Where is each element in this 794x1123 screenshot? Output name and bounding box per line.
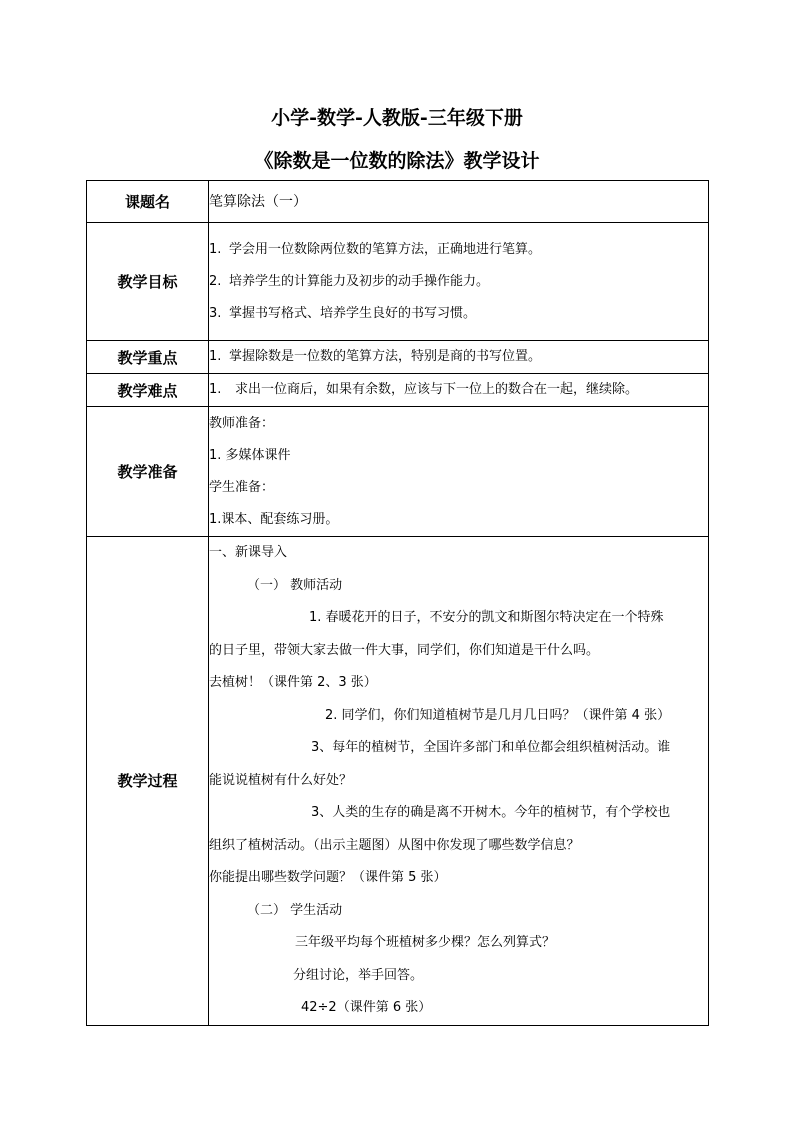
student-activity-line: 分组讨论，举手回答。	[293, 967, 424, 983]
label-difficulty: 教学难点	[87, 374, 209, 407]
student-activity-line: 42÷2（课件第 6 张）	[301, 1000, 432, 1015]
section-heading: 一、新课导入	[209, 545, 288, 560]
goal-text: 学会用一位数除两位数的笔算方法，正确地进行笔算。	[229, 241, 542, 257]
teacher-prep-item: 1. 多媒体课件	[209, 447, 291, 463]
goal-text: 培养学生的计算能力及初步的动手操作能力。	[229, 273, 490, 289]
value-topic	[209, 181, 709, 223]
goal-item	[209, 234, 708, 266]
label-process: 教学过程	[87, 537, 209, 1026]
row-difficulty	[87, 374, 709, 407]
label-goals: 教学目标	[87, 223, 209, 341]
process-paragraph: 你能提出哪些数学问题？（课件第 5 张）	[209, 870, 447, 885]
process-paragraph: 去植树！（课件第 2、3 张）	[209, 675, 377, 690]
document-title-line2: 《除数是一位数的除法》教学设计	[254, 150, 540, 172]
goal-item	[209, 266, 708, 298]
goal-num: 2.	[209, 273, 222, 289]
row-key-point	[87, 341, 709, 374]
value-key-point	[209, 341, 709, 374]
subsection-heading: （二） 学生活动	[247, 902, 343, 918]
topic-text: 笔算除法（一）	[209, 193, 307, 210]
process-paragraph: 组织了植树活动。（出示主题图）从图中你发现了哪些数学信息？	[209, 837, 580, 853]
goal-num: 1.	[209, 241, 222, 257]
teacher-prep-heading: 教师准备：	[209, 415, 275, 431]
key-point-num: 1.	[209, 349, 222, 364]
row-goals	[87, 223, 709, 341]
row-process	[87, 537, 709, 1026]
key-point-item	[209, 341, 708, 373]
label-key-point: 教学重点	[87, 341, 209, 374]
lesson-plan-table	[86, 180, 709, 1026]
value-process	[209, 537, 709, 1026]
label-preparation: 教学准备	[87, 407, 209, 537]
process-paragraph: 能说说植树有什么好处？	[209, 772, 353, 788]
student-prep-heading: 学生准备：	[209, 479, 275, 495]
value-preparation	[209, 407, 709, 537]
subsection-heading: （一） 教师活动	[247, 577, 343, 593]
goal-text: 掌握书写格式、培养学生良好的书写习惯。	[229, 305, 477, 321]
row-preparation	[87, 407, 709, 537]
goal-item	[209, 298, 708, 330]
difficulty-text: 求出一位商后，如果有余数，应该与下一位上的数合在一起，继续除。	[235, 382, 639, 397]
value-difficulty	[209, 374, 709, 407]
process-paragraph: 1. 春暖花开的日子，不安分的凯文和斯图尔特决定在一个特殊	[309, 610, 664, 625]
goal-num: 3.	[209, 305, 222, 321]
student-activity-line: 三年级平均每个班植树多少棵？怎么列算式？	[295, 935, 556, 950]
process-paragraph: 3、人类的生存的确是离不开树木。今年的植树节，有个学校也	[311, 805, 671, 820]
difficulty-item	[209, 374, 708, 406]
student-prep-item: 1.课本、配套练习册。	[209, 511, 339, 527]
key-point-text: 掌握除数是一位数的笔算方法，特别是商的书写位置。	[229, 349, 542, 364]
value-goals	[209, 223, 709, 341]
difficulty-num: 1.	[209, 382, 222, 397]
process-paragraph: 2. 同学们，你们知道植树节是几月几日吗？（课件第 4 张）	[325, 707, 671, 723]
row-topic	[87, 181, 709, 223]
label-topic: 课题名	[87, 181, 209, 223]
document-title-line1: 小学-数学-人教版-三年级下册	[271, 107, 523, 129]
process-paragraph: 3、每年的植树节，全国许多部门和单位都会组织植树活动。谁	[311, 740, 671, 755]
process-paragraph: 的日子里，带领大家去做一件大事，同学们，你们知道是干什么吗。	[209, 642, 600, 658]
